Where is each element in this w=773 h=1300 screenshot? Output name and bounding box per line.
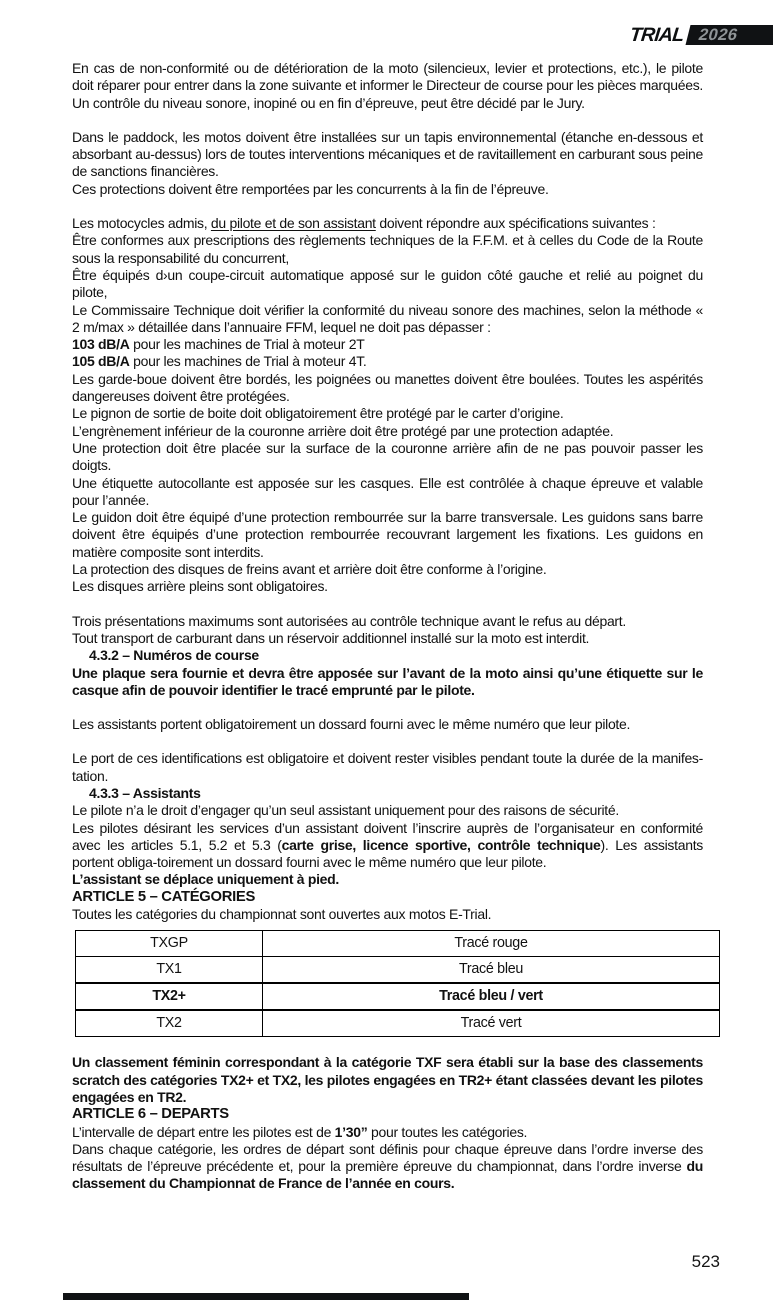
track-cell: Tracé bleu — [263, 957, 720, 984]
paragraph: 105 dB/A pour les machines de Trial à moteur 4T. — [72, 353, 367, 370]
track-cell: Tracé vert — [263, 1010, 720, 1037]
paragraph: Le Commissaire Technique doit vérifier la conformité du niveau sonore des machines, selon la méthode « 2 m/max » détaillée dans l’annuaire FFM, lequel ne doit pas dépasser : — [72, 301, 703, 335]
table-row — [76, 957, 720, 984]
table-row — [76, 1010, 720, 1037]
paragraph: La protection des disques de freins avant et arrière doit être conforme à l’origine. — [72, 561, 547, 578]
paragraph: Les assistants portent obligatoirement un dossard fourni avec le même numéro que leur pilote. — [72, 716, 631, 733]
paragraph: Le pignon de sortie de boite doit obligatoirement être protégé par le carter d’origine. — [72, 405, 564, 422]
track-cell: Tracé bleu / vert — [263, 983, 720, 1010]
article-heading: ARTICLE 6 – DEPARTS — [72, 1106, 229, 1123]
paragraph: Une plaque sera fournie et devra être apposée sur l’avant de la moto ainsi qu’une étiquette sur le casque afin de pouvoir identifier le tracé emprunté par le pilote. — [72, 664, 703, 698]
footer-bar — [63, 1293, 469, 1300]
categories-table — [75, 930, 720, 1037]
section-heading: 4.3.2 – Numéros de course — [89, 647, 259, 664]
category-cell: TX2+ — [76, 983, 263, 1010]
category-cell: TX2 — [76, 1010, 263, 1037]
paragraph: Être équipés d›un coupe-circuit automatique apposé sur le guidon côté gauche et relié au poignet du pilote, — [72, 266, 703, 301]
paragraph: En cas de non-conformité ou de détérioration de la moto (silencieux, levier et protections, etc.), le pilote doit réparer pour entrer dans la zone suivante et informer le Directeur de course pour les pièces marquées. Un contrôle du niveau sonore, inopiné ou en fin d’épreuve, peut être décidé par le Jury. — [72, 60, 703, 111]
paragraph: Toutes les catégories du championnat sont ouvertes aux motos E-Trial. — [72, 906, 492, 923]
paragraph: 103 dB/A pour les machines de Trial à moteur 2T — [72, 336, 365, 353]
paragraph: Les garde-boue doivent être bordés, les poignées ou manettes doivent être boulées. Toutes les aspérités dangereuses doivent être protégées. — [72, 370, 703, 405]
table-row — [76, 983, 720, 1010]
category-cell: TX1 — [76, 957, 263, 984]
paragraph: L’engrènement inférieur de la couronne arrière doit être protégé par une protection adaptée. — [72, 422, 614, 439]
paragraph: Le guidon doit être équipé d’une protection rembourrée sur la barre transversale. Les guidons sans barre doivent être équipés d’une protection rembourrée recouvrant largement les fixations. Les guidons en matière composite sont interdits. — [72, 509, 703, 560]
section-heading: 4.3.3 – Assistants — [89, 784, 201, 801]
paragraph: Une étiquette autocollante est apposée sur les casques. Elle est contrôlée à chaque épreuve et valable pour l’année. — [72, 474, 703, 508]
page-number: 523 — [691, 1252, 720, 1271]
category-cell: TXGP — [76, 931, 263, 957]
paragraph: Tout transport de carburant dans un réservoir additionnel installé sur la moto est interdit. — [72, 629, 590, 646]
paragraph: Dans chaque catégorie, les ordres de départ sont définis pour chaque épreuve dans l’ordre inverse des résultats de l’épreuve précédente et, pour la première épreuve du championnat, dans l’ordre inverse du classement du Championnat de France de l’année en cours. — [72, 1140, 703, 1192]
document-body — [72, 60, 703, 1193]
paragraph: Ces protections doivent être remportées par les concurrents à la fin de l’épreuve. — [72, 180, 549, 197]
paragraph: L’assistant se déplace uniquement à pied. — [72, 871, 340, 888]
paragraph: Trois présentations maximums sont autorisées au contrôle technique avant le refus au départ. — [72, 612, 626, 629]
paragraph: Les pilotes désirant les services d’un assistant doivent l’inscrire auprès de l’organisateur en conformité avec les articles 5.1, 5.2 et 5.3 (carte grise, licence sportive, contrôle technique). Les assistants portent obliga-toirement un dossard fourni avec le même numéro que leur pilote. — [72, 819, 703, 871]
article-heading: ARTICLE 5 – CATÉGORIES — [72, 888, 256, 905]
paragraph: Être conformes aux prescriptions des règlements techniques de la F.F.M. et à celles du Code de la Route sous la responsabilité du concurrent, — [72, 232, 703, 266]
paragraph: Le pilote n’a le droit d’engager qu’un seul assistant uniquement pour des raisons de sécurité. — [72, 802, 619, 819]
table-row — [76, 931, 720, 957]
track-cell: Tracé rouge — [263, 931, 720, 957]
year-badge-label: 2026 — [696, 26, 740, 44]
trial-logo: TRIAL — [628, 24, 685, 46]
paragraph: L’intervalle de départ entre les pilotes est de 1’30” pour toutes les catégories. — [72, 1123, 528, 1140]
paragraph: Les motocycles admis, du pilote et de son assistant doivent répondre aux spécifications suivantes : — [72, 215, 656, 232]
paragraph: Dans le paddock, les motos doivent être installées sur un tapis environnemental (étanche en-dessous et absorbant au-dessus) lors de toutes interventions mécaniques et de ravitaillement en carburant sous peine de sanctions financières. — [72, 128, 703, 180]
paragraph: Un classement féminin correspondant à la catégorie TXF sera établi sur la base des classements scratch des catégories TX2+ et TX2, les pilotes engagées en TR2+ étant classées devant les pilotes engagées en TR2. — [72, 1054, 703, 1105]
paragraph: Une protection doit être placée sur la surface de la couronne arrière afin de ne pas pouvoir passer les doigts. — [72, 439, 703, 474]
paragraph: Les disques arrière pleins sont obligatoires. — [72, 578, 328, 595]
year-badge — [686, 25, 773, 45]
paragraph: Le port de ces identifications est obligatoire et doivent rester visibles pendant toute la durée de la manifes-tation. — [72, 750, 703, 784]
